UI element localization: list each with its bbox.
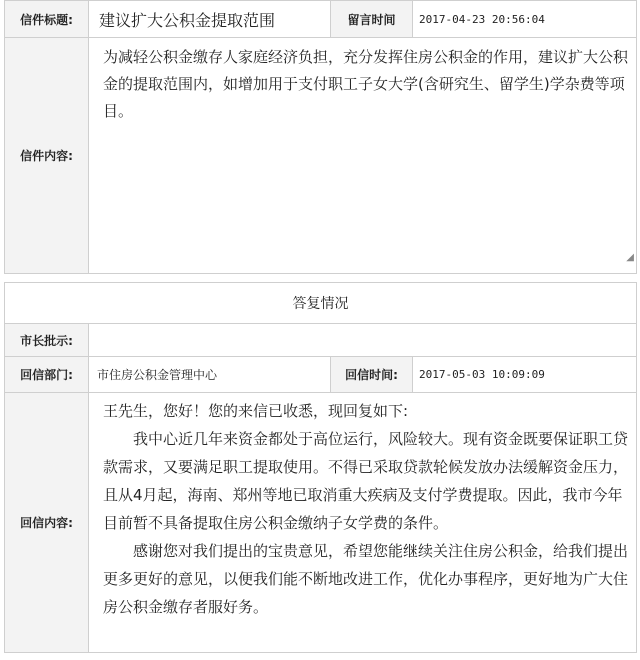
mayor-value xyxy=(89,324,637,357)
letter-content: 为减轻公积金缴存人家庭经济负担，充分发挥住房公积金的作用，建议扩大公积金的提取范围内，如增加用于支付职工子女大学(含研究生、留学生)学杂费等项目。 xyxy=(103,48,629,120)
reply-greeting: 王先生，您好！您的来信已收悉，现回复如下: xyxy=(103,402,409,420)
reply-time: 2017-05-03 10:09:09 xyxy=(413,357,637,393)
reply-dept: 市住房公积金管理中心 xyxy=(89,357,331,393)
reply-content xyxy=(89,393,637,653)
time-label: 留言时间 xyxy=(331,1,413,38)
title-label: 信件标题: xyxy=(5,1,89,38)
letter-content-box[interactable] xyxy=(89,38,637,274)
reply-time-label: 回信时间: xyxy=(331,357,413,393)
resize-handle-icon[interactable]: ◢ xyxy=(626,252,634,263)
letter-title: 建议扩大公积金提取范围 xyxy=(89,1,331,38)
reply-table xyxy=(4,282,637,653)
reply-content-label: 回信内容: xyxy=(5,393,89,653)
letter-table xyxy=(4,0,637,274)
letter-time: 2017-04-23 20:56:04 xyxy=(413,1,637,38)
reply-paragraph-1: 我中心近几年来资金都处于高位运行，风险较大。现有资金既要保证职工贷款需求，又要满足职工提取使用。不得已采取贷款轮候发放办法缓解资金压力，且从4月起，海南、郑州等地已取消重大疾病及支付学费提取。因此，我市今年目前暂不具备提取住房公积金缴纳子女学费的条件。 xyxy=(103,430,629,532)
reply-section-title: 答复情况 xyxy=(5,283,637,324)
mayor-label: 市长批示: xyxy=(5,324,89,357)
reply-paragraph-2: 感谢您对我们提出的宝贵意见，希望您能继续关注住房公积金，给我们提出更多更好的意见，以便我们能不断地改进工作，优化办事程序，更好地为广大住房公积金缴存者服好务。 xyxy=(103,542,629,616)
dept-label: 回信部门: xyxy=(5,357,89,393)
content-label: 信件内容: xyxy=(5,38,89,274)
